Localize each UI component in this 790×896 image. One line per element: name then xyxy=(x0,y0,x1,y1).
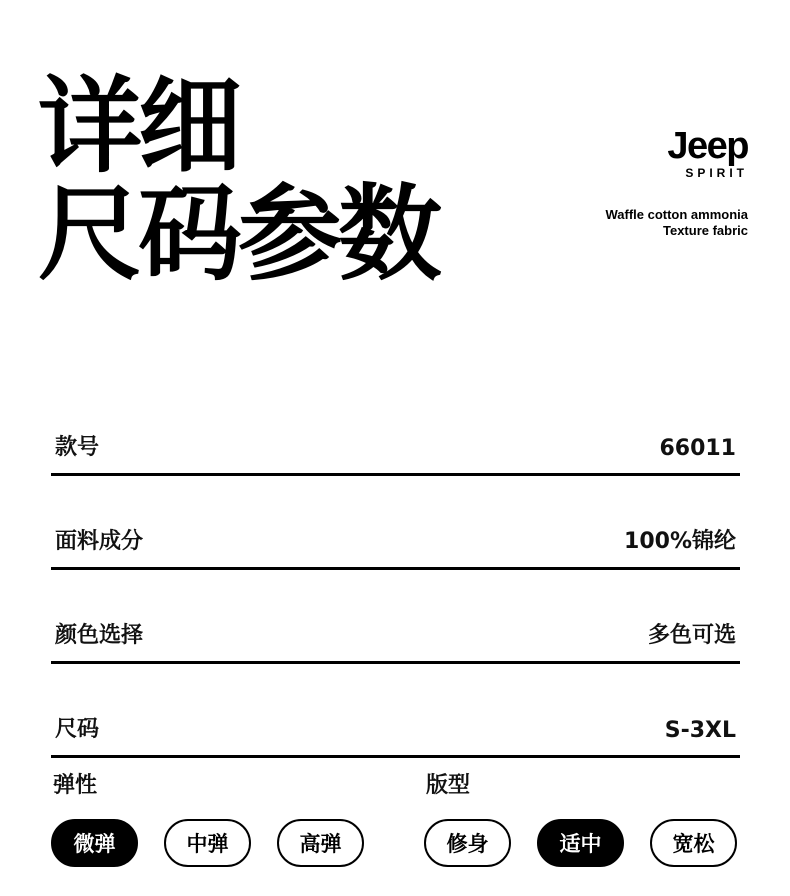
tagline xyxy=(605,207,748,239)
fit-group xyxy=(424,768,737,867)
spec-row-size xyxy=(51,667,740,758)
fit-option-slim[interactable]: 修身 xyxy=(424,819,511,867)
spec-table xyxy=(51,385,740,761)
elasticity-option-high[interactable]: 高弹 xyxy=(277,819,364,867)
spec-value: S-3XL xyxy=(664,718,736,743)
spec-row-style-number xyxy=(51,385,740,476)
spec-label: 面料成分 xyxy=(55,529,144,554)
fit-options xyxy=(424,819,737,867)
brand-logo xyxy=(667,125,748,180)
fit-option-regular[interactable]: 适中 xyxy=(537,819,624,867)
elasticity-option-slight[interactable]: 微弹 xyxy=(51,819,138,867)
spec-row-fabric xyxy=(51,479,740,570)
brand-sub: SPIRIT xyxy=(685,166,748,180)
brand-name: Jeep xyxy=(667,125,748,167)
elasticity-option-medium[interactable]: 中弹 xyxy=(164,819,251,867)
spec-value: 多色可选 xyxy=(647,623,736,648)
spec-value: 66011 xyxy=(659,436,736,461)
spec-row-color xyxy=(51,573,740,664)
fit-label: 版型 xyxy=(426,773,471,798)
spec-value: 100%锦纶 xyxy=(624,529,736,554)
spec-label: 尺码 xyxy=(55,717,100,742)
spec-label: 颜色选择 xyxy=(55,623,144,648)
title-line-1: 详细 xyxy=(38,65,239,187)
tagline-line-2: Texture fabric xyxy=(662,223,748,238)
elasticity-label: 弹性 xyxy=(53,773,98,798)
spec-label: 款号 xyxy=(55,435,100,460)
tagline-line-1: Waffle cotton ammonia xyxy=(605,207,748,222)
elasticity-group xyxy=(51,768,364,867)
elasticity-options xyxy=(51,819,364,867)
page-title xyxy=(38,65,439,295)
fit-option-loose[interactable]: 宽松 xyxy=(650,819,737,867)
title-line-2: 尺码参数 xyxy=(38,173,439,295)
